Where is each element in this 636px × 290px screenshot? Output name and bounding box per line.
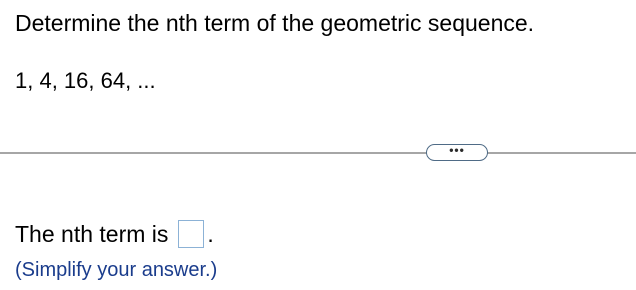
answer-input-box[interactable] [178, 220, 204, 248]
section-divider [0, 152, 636, 154]
question-title: Determine the nth term of the geometric sequence. [15, 10, 535, 36]
ellipsis-icon: ••• [449, 143, 465, 157]
simplify-hint: (Simplify your answer.) [15, 259, 218, 281]
answer-prefix: The nth term is [15, 220, 169, 247]
answer-suffix: . [207, 220, 214, 247]
answer-line [15, 218, 214, 250]
sequence-text: 1, 4, 16, 64, ... [15, 68, 156, 93]
show-more-button[interactable] [426, 144, 488, 161]
